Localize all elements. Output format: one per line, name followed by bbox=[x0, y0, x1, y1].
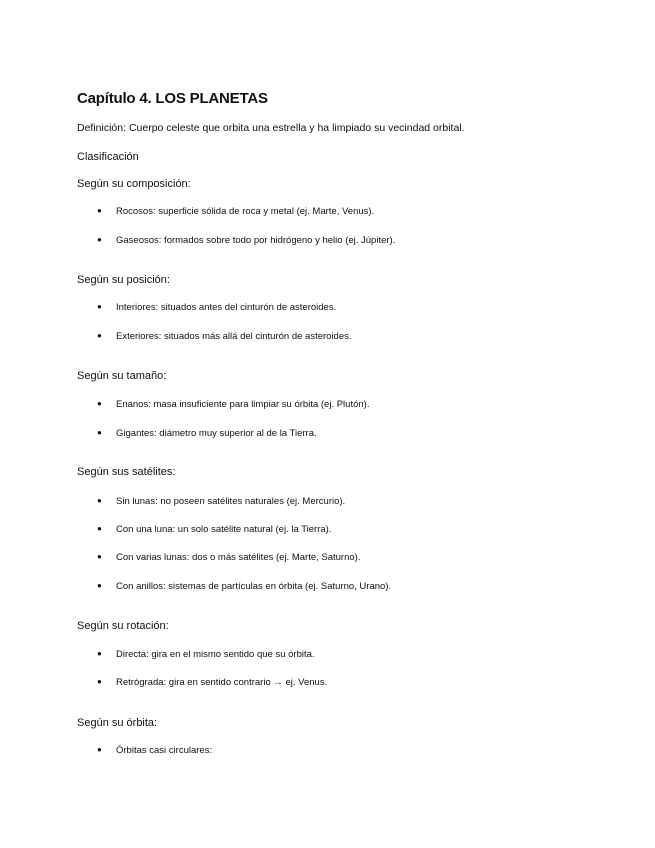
definition-text: Definición: Cuerpo celeste que orbita una estrella y ha limpiado su vecindad orbital. bbox=[77, 122, 465, 134]
bullet-icon: ● bbox=[97, 331, 102, 340]
bullet-icon: ● bbox=[97, 302, 102, 311]
section-heading-composicion: Según su composición: bbox=[77, 178, 191, 190]
section-heading-satelites: Según sus satélites: bbox=[77, 466, 176, 478]
list-item: ● Gigantes: diámetro muy superior al de la Tierra. bbox=[97, 428, 317, 439]
list-item: ● Con anillos: sistemas de partículas en órbita (ej. Saturno, Urano). bbox=[97, 581, 392, 592]
section-heading-posicion: Según su posición: bbox=[77, 274, 170, 286]
list-item: ● Con varias lunas: dos o más satélites (ej. Marte, Saturno). bbox=[97, 552, 361, 563]
bullet-icon: ● bbox=[97, 235, 102, 244]
list-item: ● Enanos: masa insuficiente para limpiar su órbita (ej. Plutón). bbox=[97, 399, 370, 410]
section-heading-orbita: Según su órbita: bbox=[77, 717, 158, 729]
bullet-icon: ● bbox=[97, 399, 102, 408]
section-heading-tamano: Según su tamaño: bbox=[77, 370, 167, 382]
list-item: ● Gaseosos: formados sobre todo por hidrógeno y helio (ej. Júpiter). bbox=[97, 235, 396, 246]
list-item: ● Sin lunas: no poseen satélites naturales (ej. Mercurio). bbox=[97, 496, 346, 507]
bullet-icon: ● bbox=[97, 677, 102, 686]
bullet-icon: ● bbox=[97, 524, 102, 533]
bullet-icon: ● bbox=[97, 745, 102, 754]
bullet-icon: ● bbox=[97, 649, 102, 658]
list-item: ● Interiores: situados antes del cinturón de asteroides. bbox=[97, 302, 337, 313]
bullet-icon: ● bbox=[97, 496, 102, 505]
list-item: ● Retrógrada: gira en sentido contrario → ej. Venus. bbox=[97, 677, 328, 688]
list-item: ● Con una luna: un solo satélite natural (ej. la Tierra). bbox=[97, 524, 332, 535]
document-title: Capítulo 4. LOS PLANETAS bbox=[77, 90, 268, 107]
classification-heading: Clasificación bbox=[77, 151, 139, 163]
section-heading-rotacion: Según su rotación: bbox=[77, 620, 169, 632]
list-item: ● Rocosos: superficie sólida de roca y metal (ej. Marte, Venus). bbox=[97, 206, 375, 217]
list-item: ● Exteriores: situados más allá del cinturón de asteroides. bbox=[97, 331, 352, 342]
bullet-icon: ● bbox=[97, 428, 102, 437]
bullet-icon: ● bbox=[97, 206, 102, 215]
list-item: ● Órbitas casi circulares: bbox=[97, 745, 213, 756]
list-item: ● Directa: gira en el mismo sentido que su órbita. bbox=[97, 649, 315, 660]
bullet-icon: ● bbox=[97, 552, 102, 561]
bullet-icon: ● bbox=[97, 581, 102, 590]
